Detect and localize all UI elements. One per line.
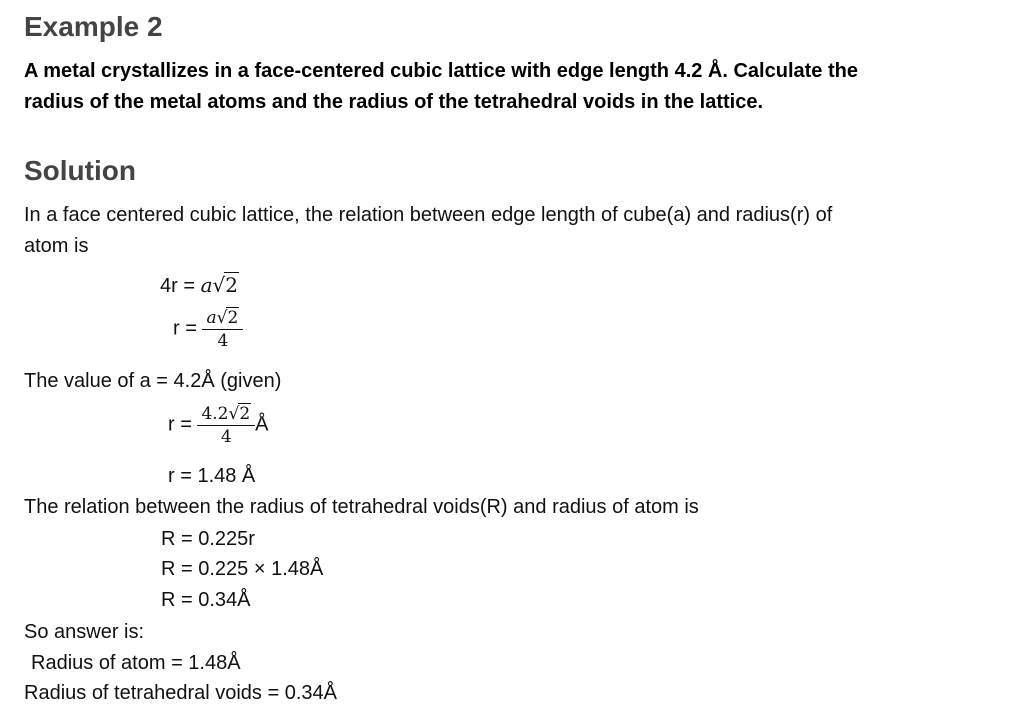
numerator: 4.2√2 [197,403,255,426]
answer-radius-atom: Radius of atom = 1.48Å [31,652,241,674]
fraction [202,307,243,351]
radicand: 2 [225,273,238,297]
equation-4r [160,272,239,298]
equation-R-formula: R = 0.225r [161,528,255,550]
sqrt-icon: √ [212,273,226,297]
equation-lhs: 4r = [160,275,201,297]
relation-text: The relation between the radius of tetrahedral voids(R) and radius of atom is [24,496,699,518]
unit: Å [255,413,269,436]
denominator: 4 [220,427,232,447]
intro-line-2: atom is [24,235,89,257]
given-value: The value of a = 4.2Å (given) [24,370,282,392]
answer-radius-voids: Radius of tetrahedral voids = 0.34Å [24,682,337,704]
intro-line-1: In a face centered cubic lattice, the relation between edge length of cube(a) and radius(r) of [24,204,833,226]
equation-r-fraction [173,307,243,351]
question-line-2: radius of the metal atoms and the radius of the tetrahedral voids in the lattice. [24,91,764,113]
fraction [197,403,255,447]
answer-label: So answer is: [24,621,145,643]
example-title: Example 2 [24,11,163,42]
solution-title: Solution [24,155,136,186]
equation-lhs: r = [168,413,198,436]
equation-lhs: r = [173,317,203,340]
equation-R-result: R = 0.34Å [161,589,251,611]
equation-R-substituted: R = 0.225 × 1.48Å [161,558,324,580]
equation-r-result: r = 1.48 Å [168,465,256,487]
denominator: 4 [217,331,229,351]
equation-r-substituted [168,403,269,447]
variable-a: a [200,273,213,297]
numerator: a√2 [202,307,243,330]
question-line-1: A metal crystallizes in a face-centered cubic lattice with edge length 4.2 Å. Calculate the [24,60,858,82]
